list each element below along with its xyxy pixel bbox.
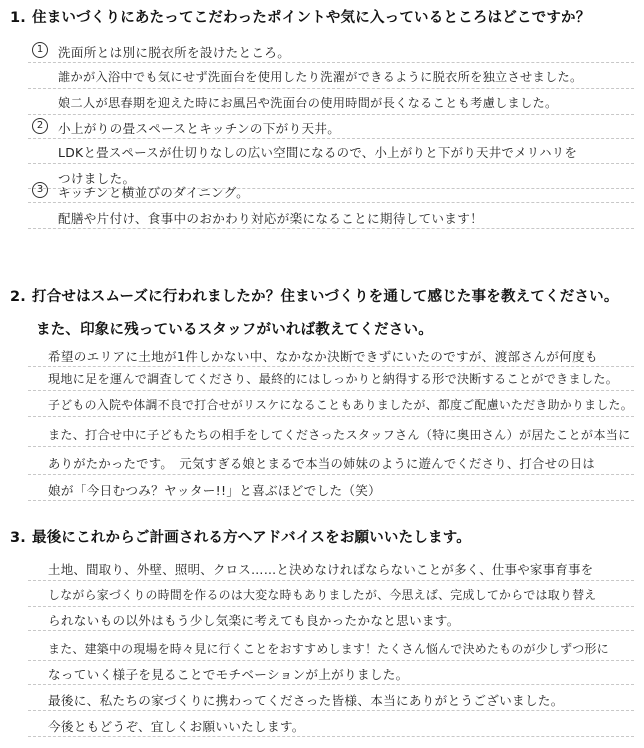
item-1-marker: 1 xyxy=(32,42,48,58)
q1-item-3-line-2: 配膳や片付け、食事中のおかわり対応が楽になることに期待しています！ xyxy=(58,211,483,226)
question-3-number: 3. xyxy=(10,530,26,546)
q1-item-1-line-3: 娘二人が思春期を迎えた時にお風呂や洗面台の使用時間が長くなることも考慮しました。 xyxy=(58,96,558,110)
q2-answer-line-6: 娘が「今日むつみ？ヤッター!!」と喜ぶほどでした（笑） xyxy=(48,483,382,498)
q1-item-2-line-2: LDKと畳スペースが仕切りなしの広い空間になるので、小上がりと下がり天井でメリハリを xyxy=(58,145,578,160)
q3-answer-line-5: なっていく様子を見ることでモチベーションが上がりました。 xyxy=(48,667,409,682)
question-1-number: 1. xyxy=(10,10,26,26)
q3-answer-line-4: また、建築中の現場を時々見に行くことをおすすめします！たくさん悩んで決めたものが少しずつ形に xyxy=(48,642,609,656)
q3-answer-line-7: 今後ともどうぞ、宜しくお願いいたします。 xyxy=(48,719,305,734)
question-1-text: 住まいづくりにあたってこだわったポイントや気に入っているところはどこですか？ xyxy=(32,10,591,26)
q1-item-2-line-3: つけました。 xyxy=(58,171,136,186)
q3-answer-line-1: 土地、間取り、外壁、照明、クロス……と決めなければならないことが多く、仕事や家事育事を xyxy=(48,562,594,577)
question-3 xyxy=(10,526,471,547)
q1-item-3-line-1: キッチンと横並びのダイニング。 xyxy=(58,185,250,200)
question-2-line-2 xyxy=(36,318,433,339)
question-1 xyxy=(10,6,590,27)
q2-answer-line-1: 希望のエリアに土地が1件しかない中、なかなか決断できずにいたのですが、渡部さんが何度も xyxy=(48,349,598,364)
q2-answer-line-3: 子どもの入院や体調不良で打合せがリスケになることもありましたが、都度ご配慮いただき助かりました。 xyxy=(48,398,633,412)
q3-answer-line-3: られないもの以外はもう少し気楽に考えても良かったかなと思います。 xyxy=(48,613,460,628)
item-3-marker: 3 xyxy=(32,182,48,198)
q2-answer-line-2: 現地に足を運んで調査してくださり、最終的にはしっかりと納得する形で決断することができました。 xyxy=(48,372,619,386)
q3-answer-line-2: しながら家づくりの時間を作るのは大変な時もありましたが、今思えば、完成してからでは取り替え xyxy=(48,588,597,602)
question-3-text: 最後にこれからご計画される方へアドバイスをお願いいたします。 xyxy=(32,530,471,546)
q1-item-1-line-2: 誰かが入浴中でも気にせず洗面台を使用したり洗濯ができるように脱衣所を独立させました。 xyxy=(58,70,583,84)
question-2-text-line-1: 打合せはスムーズに行われましたか？住まいづくりを通して感じた事を教えてください。 xyxy=(32,289,619,305)
question-2-text-line-2: また、印象に残っているスタッフがいれば教えてください。 xyxy=(36,322,433,338)
item-2-marker: 2 xyxy=(32,118,48,134)
question-2 xyxy=(10,285,619,306)
q2-answer-line-4: また、打合せ中に子どもたちの相手をしてくださったスタッフさん（特に奥田さん）が居たことが本当に xyxy=(48,428,631,442)
q1-item-1-line-1: 洗面所とは別に脱衣所を設けたところ。 xyxy=(58,45,291,60)
q1-item-2-line-1: 小上がりの畳スペースとキッチンの下がり天井。 xyxy=(58,121,341,136)
question-2-number: 2. xyxy=(10,289,26,305)
q3-answer-line-6: 最後に、私たちの家づくりに携わってくださった皆様、本当にありがとうございました。 xyxy=(48,693,564,708)
q2-answer-line-5: ありがたかったです。 元気すぎる娘とまるで本当の姉妹のように遊んでくださり、打合せの日は xyxy=(48,457,596,471)
